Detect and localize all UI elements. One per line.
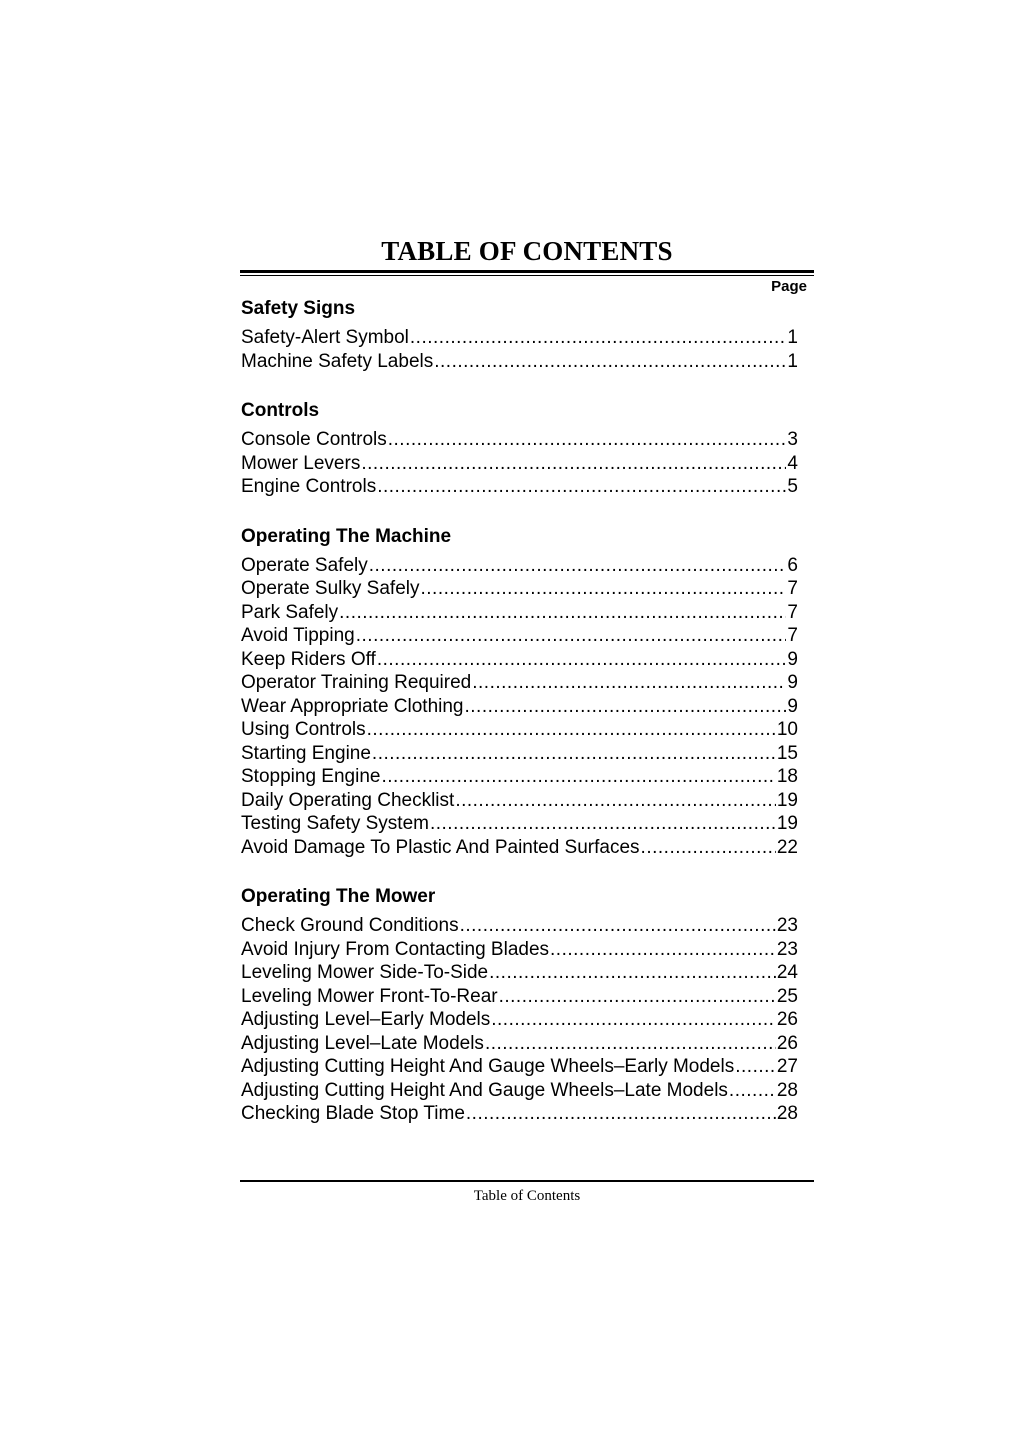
toc-entry-label: Checking Blade Stop Time	[241, 1103, 465, 1124]
dot-leader	[472, 671, 786, 695]
toc-entry-page-number: 28	[776, 1103, 798, 1124]
toc-entry-page-number: 5	[787, 476, 798, 497]
toc-entry-page-number: 23	[776, 938, 798, 960]
dot-leader	[377, 648, 787, 672]
toc-entry-page-number: 27	[776, 1056, 798, 1077]
toc-section	[241, 396, 798, 499]
dot-leader	[735, 1055, 776, 1079]
toc-entry[interactable]	[241, 718, 798, 742]
toc-entry-page-number: 4	[787, 452, 798, 474]
toc-entry-label: Leveling Mower Side-To-Side	[241, 962, 489, 983]
toc-entry[interactable]	[241, 452, 798, 476]
toc-entry-label: Mower Levers	[241, 452, 361, 474]
toc-entry[interactable]	[241, 812, 798, 836]
toc-entry[interactable]	[241, 428, 798, 452]
toc-entry-page-number: 3	[787, 429, 798, 450]
dot-leader	[465, 695, 787, 719]
toc-entry[interactable]	[241, 671, 798, 695]
toc-entry[interactable]	[241, 1055, 798, 1079]
dot-leader	[339, 601, 786, 625]
toc-entry[interactable]	[241, 1102, 798, 1126]
dot-leader	[430, 812, 776, 836]
dot-leader	[410, 326, 787, 350]
toc-section	[241, 882, 798, 1126]
toc-entry-label: Leveling Mower Front-To-Rear	[241, 985, 498, 1007]
toc-entry-page-number: 9	[787, 648, 798, 670]
toc-entry-label: Machine Safety Labels	[241, 350, 434, 372]
dot-leader	[491, 1008, 776, 1032]
toc-entry[interactable]	[241, 938, 798, 962]
dot-leader	[372, 742, 776, 766]
toc-entry-label: Operator Training Required	[241, 672, 472, 693]
toc-entry-page-number: 23	[776, 915, 798, 936]
toc-entry[interactable]	[241, 789, 798, 813]
toc-entry[interactable]	[241, 1032, 798, 1056]
title-rule-thin	[240, 275, 814, 276]
section-heading: Controls	[241, 400, 320, 421]
toc-section	[241, 522, 798, 860]
dot-leader	[388, 428, 787, 452]
toc-entry[interactable]	[241, 985, 798, 1009]
toc-entry-page-number: 9	[787, 672, 798, 693]
toc-entry[interactable]	[241, 554, 798, 578]
toc-entry-page-number: 18	[776, 766, 798, 787]
toc-entry-page-number: 7	[787, 578, 798, 599]
toc-entry-page-number: 1	[787, 327, 798, 348]
dot-leader	[420, 577, 786, 601]
toc-entry-page-number: 19	[776, 789, 798, 811]
toc-entry[interactable]	[241, 765, 798, 789]
toc-entry-label: Operate Safely	[241, 554, 368, 576]
toc-section	[241, 294, 798, 373]
toc-entry-label: Avoid Damage To Plastic And Painted Surfaces	[241, 836, 640, 858]
toc-entry-label: Adjusting Cutting Height And Gauge Wheels–Late Models	[241, 1079, 728, 1101]
toc-entry-label: Stopping Engine	[241, 766, 381, 787]
dot-leader	[455, 789, 776, 813]
toc-entry-label: Using Controls	[241, 719, 366, 740]
toc-entry-page-number: 28	[776, 1079, 798, 1101]
toc-entry-label: Adjusting Cutting Height And Gauge Wheels–Early Models	[241, 1056, 735, 1077]
toc-entry-label: Check Ground Conditions	[241, 915, 459, 936]
toc-entry-label: Console Controls	[241, 429, 387, 450]
page-column-label: Page	[771, 278, 807, 295]
toc-entry-label: Safety-Alert Symbol	[241, 327, 409, 348]
toc-entry-label: Adjusting Level–Late Models	[241, 1032, 484, 1054]
toc-entry-page-number: 22	[776, 836, 798, 858]
dot-leader	[729, 1079, 776, 1103]
toc-entry[interactable]	[241, 1008, 798, 1032]
title-rule-thick	[240, 270, 814, 273]
toc-entry-page-number: 1	[787, 350, 798, 372]
dot-leader	[489, 961, 776, 985]
toc-entry-label: Engine Controls	[241, 476, 377, 497]
toc-entry[interactable]	[241, 577, 798, 601]
section-heading: Operating The Mower	[241, 886, 436, 907]
toc-entry[interactable]	[241, 742, 798, 766]
toc-entry-label: Wear Appropriate Clothing	[241, 695, 464, 717]
dot-leader	[460, 914, 776, 938]
section-heading: Operating The Machine	[241, 525, 452, 547]
toc-entry-label: Park Safely	[241, 601, 339, 623]
section-heading: Safety Signs	[241, 298, 356, 319]
dot-leader	[369, 554, 787, 578]
page-title: TABLE OF CONTENTS	[381, 236, 673, 266]
dot-leader	[381, 765, 775, 789]
toc-entry-page-number: 25	[776, 985, 798, 1007]
toc-entry[interactable]	[241, 914, 798, 938]
dot-leader	[377, 475, 786, 499]
document-page	[240, 0, 814, 1449]
footer-rule	[240, 1180, 814, 1182]
toc-entry-page-number: 7	[787, 625, 798, 646]
toc-entry[interactable]	[241, 648, 798, 672]
toc-entry[interactable]	[241, 475, 798, 499]
dot-leader	[641, 836, 776, 860]
toc-entry-page-number: 19	[776, 813, 798, 834]
toc-entry-label: Avoid Injury From Contacting Blades	[241, 938, 550, 960]
footer-text: Table of Contents	[473, 1188, 581, 1204]
dot-leader	[485, 1032, 776, 1056]
dot-leader	[361, 452, 786, 476]
toc-entry[interactable]	[241, 695, 798, 719]
dot-leader	[434, 350, 786, 374]
toc-entry[interactable]	[241, 326, 798, 350]
toc-entry[interactable]	[241, 624, 798, 648]
toc-entry-page-number: 6	[787, 554, 798, 576]
toc-entry-label: Testing Safety System	[241, 813, 429, 834]
toc-entry[interactable]	[241, 836, 798, 860]
toc-entry-page-number: 10	[776, 719, 798, 740]
toc-entry[interactable]	[241, 1079, 798, 1103]
toc-entry-page-number: 9	[787, 695, 798, 717]
toc-entry-label: Avoid Tipping	[241, 625, 355, 646]
dot-leader	[499, 985, 776, 1009]
dot-leader	[356, 624, 787, 648]
toc-entry-label: Starting Engine	[241, 742, 371, 764]
toc-entry-page-number: 24	[776, 962, 798, 983]
toc-entry[interactable]	[241, 350, 798, 374]
toc-entry-page-number: 26	[776, 1032, 798, 1054]
dot-leader	[367, 718, 776, 742]
toc-entry-label: Operate Sulky Safely	[241, 578, 420, 599]
toc-entry-label: Adjusting Level–Early Models	[241, 1009, 491, 1030]
dot-leader	[466, 1102, 776, 1126]
toc-entry-page-number: 26	[776, 1009, 798, 1030]
toc-entry[interactable]	[241, 961, 798, 985]
dot-leader	[550, 938, 776, 962]
toc-entry[interactable]	[241, 601, 798, 625]
toc-entry-page-number: 15	[776, 742, 798, 764]
toc-list	[241, 294, 798, 1126]
toc-entry-label: Daily Operating Checklist	[241, 789, 455, 811]
toc-entry-page-number: 7	[787, 601, 798, 623]
toc-entry-label: Keep Riders Off	[241, 648, 376, 670]
